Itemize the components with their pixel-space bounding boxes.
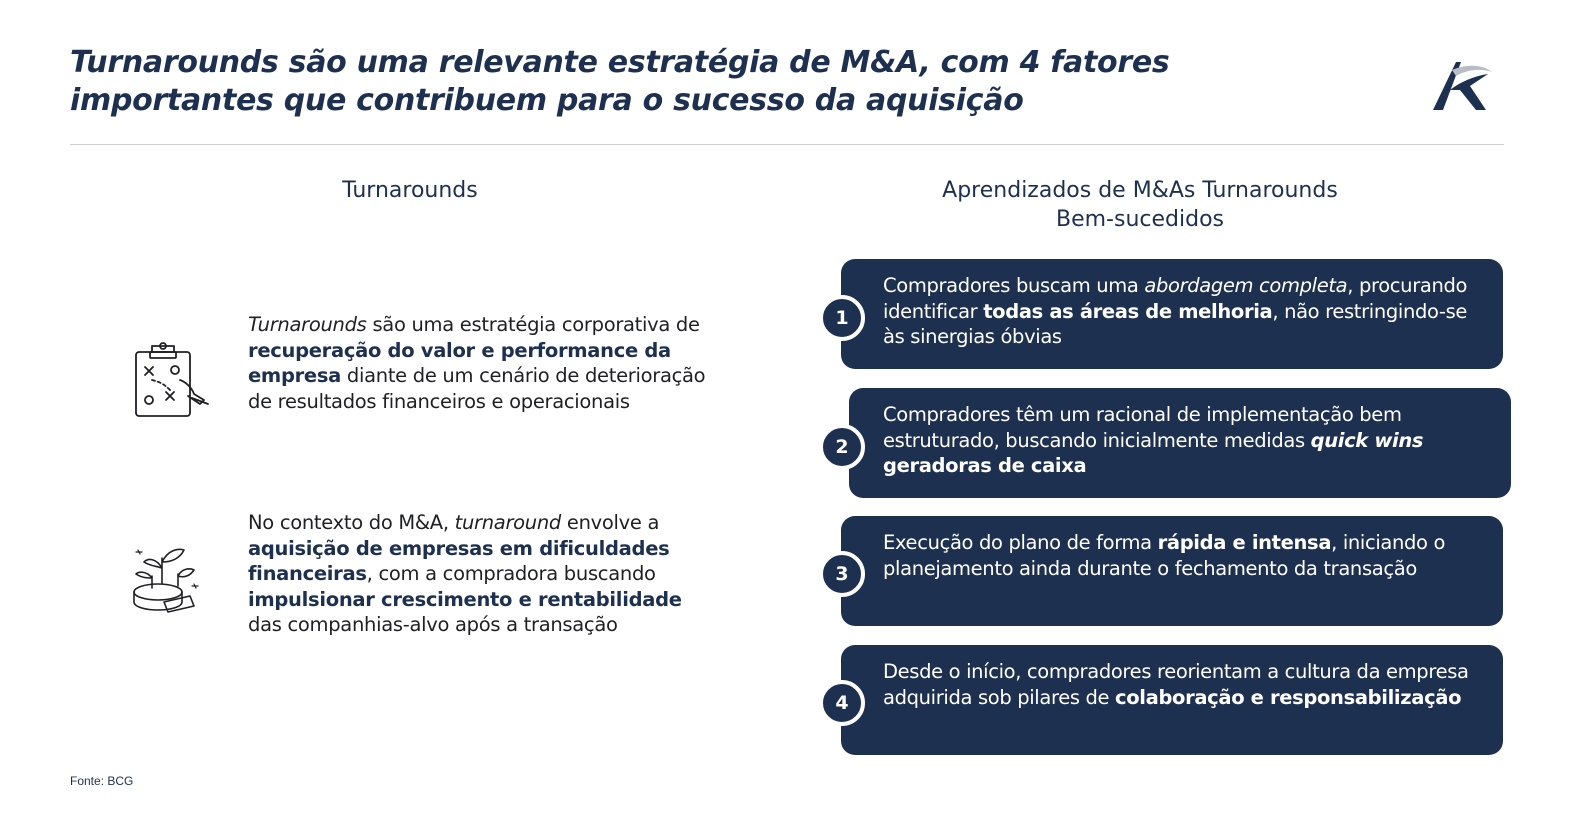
turnaround-definition-text: Turnarounds são uma estratégia corporativa de recuperação do valor e performance da empresa diante de um cenário de deterioração de resultados financeiros e operacionais <box>248 313 706 413</box>
learning-card-2-text: Compradores têm um racional de implementação bem estruturado, buscando inicialmente medidas quick wins geradoras de caixa <box>883 403 1424 477</box>
page-title-line-1: Turnarounds são uma relevante estratégia de M&A, com 4 fatores <box>70 45 1170 80</box>
step-number-badge-1: 1 <box>819 295 865 341</box>
company-logo-icon <box>1430 56 1496 114</box>
turnarounds-heading: Turnarounds <box>342 178 478 203</box>
source-note: Fonte: BCG <box>70 774 134 788</box>
step-number-badge-4: 4 <box>819 680 865 726</box>
learning-card-4-text: Desde o início, compradores reorientam a cultura da empresa adquirida sob pilares de colaboração e responsabilização <box>883 660 1469 709</box>
learnings-heading-line-2: Bem-sucedidos <box>1056 207 1224 232</box>
learning-card-3-text: Execução do plano de forma rápida e intensa, iniciando o planejamento ainda durante o fechamento da transação <box>883 531 1446 580</box>
clipboard-strategy-icon <box>130 340 212 422</box>
step-number-badge-3: 3 <box>819 551 865 597</box>
page-title-line-2: importantes que contribuem para o sucesso da aquisição <box>70 83 1024 118</box>
page-title <box>70 44 1310 120</box>
learning-card-1-text: Compradores buscam uma abordagem completa, procurando identificar todas as áreas de melhoria, não restringindo-se às sinergias óbvias <box>883 274 1468 348</box>
plant-coins-icon <box>128 540 204 618</box>
title-divider <box>70 144 1504 145</box>
learnings-heading <box>840 176 1440 234</box>
ma-context-text: No contexto do M&A, turnaround envolve a aquisição de empresas em dificuldades financeiras, com a compradora buscando impulsionar crescimento e rentabilidade das companhias-alvo após a transação <box>248 511 682 636</box>
learnings-heading-line-1: Aprendizados de M&As Turnarounds <box>942 178 1338 203</box>
step-number-badge-2: 2 <box>819 424 865 470</box>
